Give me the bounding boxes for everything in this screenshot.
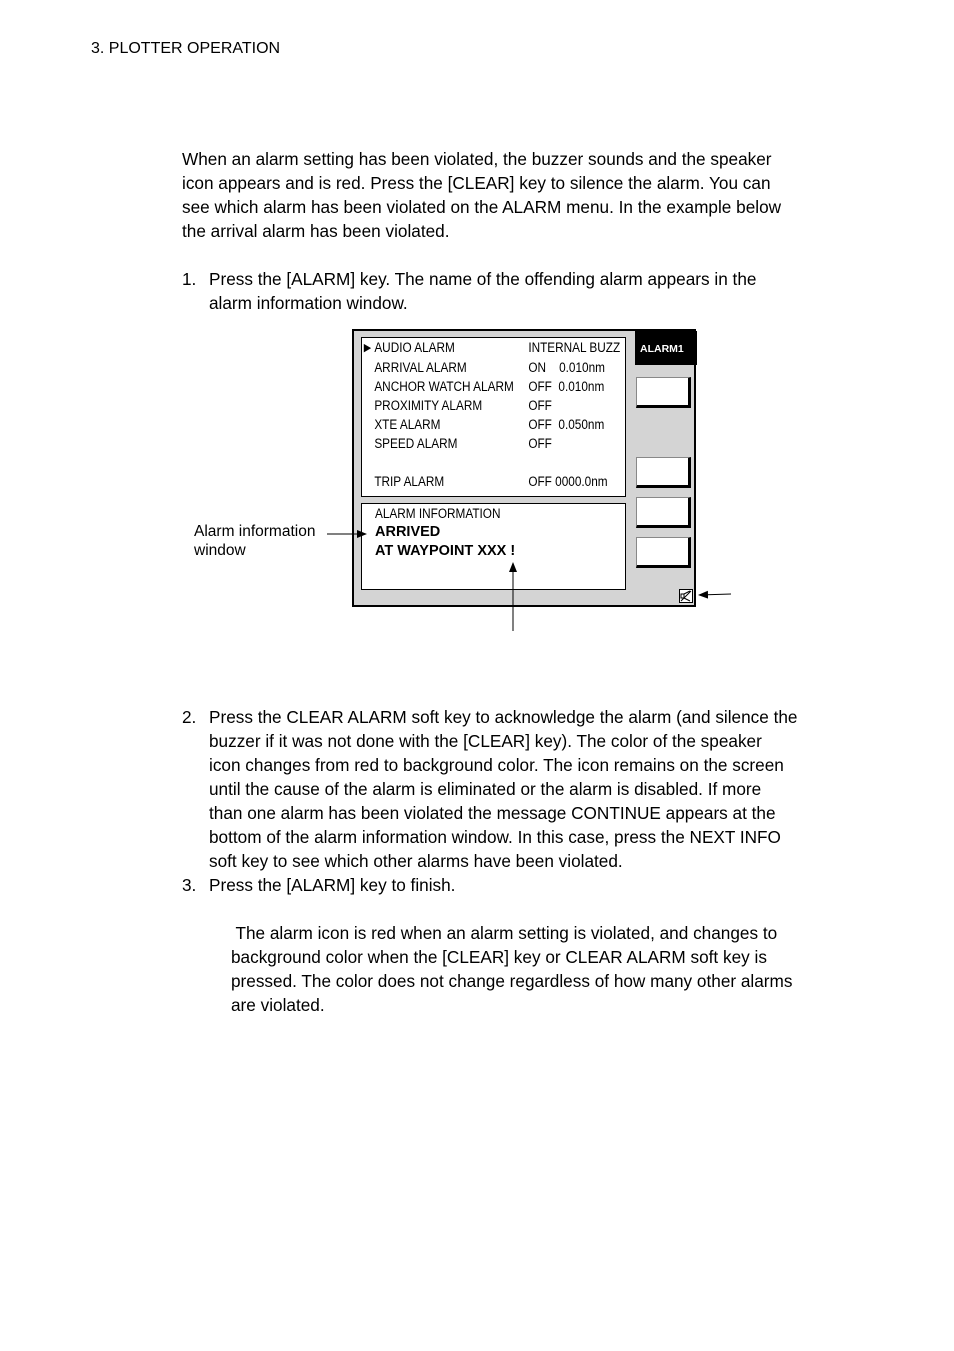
info-title: ALARM INFORMATION <box>375 506 501 521</box>
text-line: Press the [ALARM] key to finish. <box>209 875 456 895</box>
text-line: When an alarm setting has been violated, the buzzer sounds and the speaker <box>182 149 772 169</box>
menu-label: XTE ALARM <box>374 417 441 432</box>
text-line: background color when the [CLEAR] key or CLEAR ALARM soft key is <box>231 947 767 967</box>
menu-value: INTERNAL BUZZ <box>528 340 621 355</box>
alarm1-tab[interactable]: ALARM1 <box>635 331 697 365</box>
menu-value: OFF <box>528 436 552 451</box>
menu-label: TRIP ALARM <box>374 474 445 489</box>
text-line: pressed. The color does not change regardless of how many other alarms <box>231 971 793 991</box>
menu-value: OFF <box>528 398 552 413</box>
callout-line: Alarm information <box>194 523 316 540</box>
step-2 <box>182 705 846 873</box>
menu-label: SPEED ALARM <box>374 436 458 451</box>
menu-value: ON 0.010nm <box>528 360 605 375</box>
text-line: than one alarm has been violated the message CONTINUE appears at the <box>209 803 776 823</box>
cursor-arrow-icon: ▶ <box>363 342 372 354</box>
menu-label: ARRIVAL ALARM <box>374 360 467 375</box>
text-line: Press the [ALARM] key. The name of the offending alarm appears in the <box>209 269 757 289</box>
text-line: soft key to see which other alarms have been violated. <box>209 851 623 871</box>
step-3 <box>182 873 846 897</box>
callout-line: window <box>194 542 246 559</box>
text-line: see which alarm has been violated on the ALARM menu. In the example below <box>182 197 782 217</box>
text-line: are violated. <box>231 995 325 1015</box>
step-number: 1. <box>182 269 197 289</box>
menu-label: PROXIMITY ALARM <box>374 398 483 413</box>
menu-value: OFF 0.010nm <box>528 379 605 394</box>
info-message-line: ARRIVED <box>375 524 441 540</box>
note-paragraph <box>231 921 843 1017</box>
step-number: 2. <box>182 707 197 727</box>
menu-value: OFF 0000.0nm <box>528 474 608 489</box>
text-line: The alarm icon is red when an alarm setting is violated, and changes to <box>231 923 778 943</box>
menu-label: AUDIO ALARM <box>374 340 455 355</box>
menu-value: OFF 0.050nm <box>528 417 605 432</box>
menu-label: ANCHOR WATCH ALARM <box>374 379 514 394</box>
text-line: bottom of the alarm information window. In this case, press the NEXT INFO <box>209 827 781 847</box>
text-line: Press the CLEAR ALARM soft key to acknowledge the alarm (and silence the <box>209 707 798 727</box>
text-line: icon appears and is red. Press the [CLEAR] key to silence the alarm. You can <box>182 173 771 193</box>
text-line: icon changes from red to background color. The icon remains on the screen <box>209 755 784 775</box>
text-line: the arrival alarm has been violated. <box>182 221 450 241</box>
info-message-line: AT WAYPOINT XXX ! <box>375 543 516 559</box>
text-line: buzzer if it was not done with the [CLEAR] key). The color of the speaker <box>209 731 762 751</box>
text-line: alarm information window. <box>209 293 408 313</box>
step-number: 3. <box>182 875 197 895</box>
page-header: 3. PLOTTER OPERATION <box>91 40 281 57</box>
speaker-icon-arrow <box>699 594 731 595</box>
text-line: until the cause of the alarm is eliminated or the alarm is disabled. If more <box>209 779 762 799</box>
